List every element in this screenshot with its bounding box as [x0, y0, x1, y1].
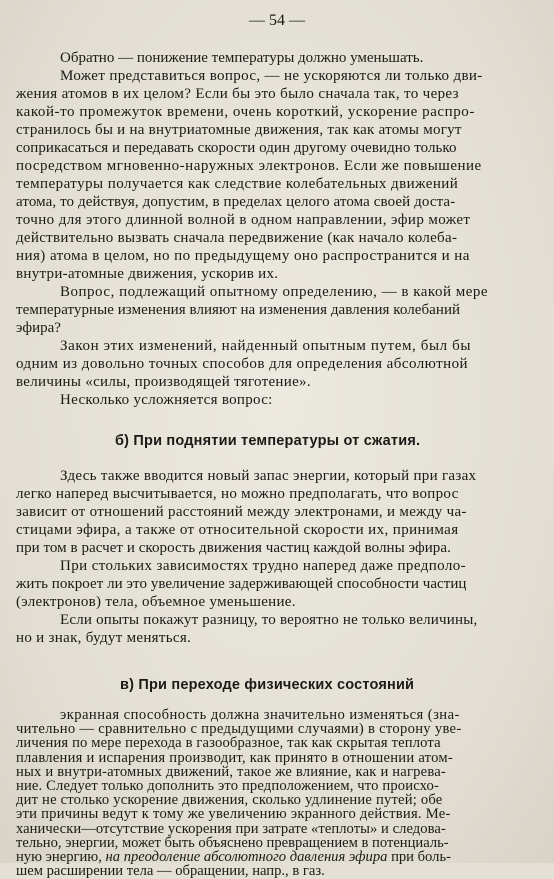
text-line: Может представиться вопрос, — не ускоряются ли только дви- — [60, 68, 483, 84]
text-line: точно для этого длинной волной в одном направлении, эфир может — [16, 212, 471, 228]
text-line: ханически—отсутствие ускорения при затрате «теплоты» и следова- — [16, 820, 446, 837]
text-line: ния) атома в целом, но по предыдущему оно распространится и на — [16, 248, 470, 264]
italic-phrase: на преодоление абсолютного давления эфира — [105, 849, 388, 865]
section-heading-b: б) При поднятии температуры от сжатия. — [115, 433, 421, 449]
text-line: эфира? — [16, 320, 61, 336]
text-line: соприкасаться и передавать скорости один другому очевидно только — [16, 140, 457, 156]
text-line: экранная способность должна значительно изменяться (зна- — [60, 707, 460, 723]
section-heading-v: в) При переходе физических состояний — [120, 677, 415, 693]
text-line: шем расширении тела — обращении, напр., в газ. — [16, 863, 325, 879]
text-line: какой-то промежуток времени, очень короткий, ускорение распро- — [16, 104, 475, 120]
text-line: тельно, энергии, может быть объяснено превращением в потенциаль- — [16, 834, 449, 851]
text-span: ную энергию, — [16, 849, 106, 865]
text-line: чительно — сравнительно с предыдущими случаями) в сторону уве- — [16, 721, 462, 738]
text-line: странилось бы и на внутриатомные движения, так как атомы могут — [16, 122, 462, 138]
text-line: но и знак, будут меняться. — [16, 630, 192, 646]
page-number: — 54 — — [249, 12, 305, 29]
text-line: Если опыты покажут разницу, то вероятно не только величины, — [60, 612, 478, 628]
text-line: ных и внутри-атомных движений, такое же влияние, как и нагрева- — [16, 763, 446, 780]
text-line: Обратно — понижение температуры должно уменьшать. — [60, 50, 424, 66]
text-line: действительно вызвать сначала передвижение (как начало колеба- — [16, 230, 458, 246]
text-line: ние. Следует только дополнить это предположением, что происхо- — [16, 778, 439, 794]
text-line-mixed — [16, 850, 554, 864]
text-line: Несколько усложняется вопрос: — [60, 392, 273, 408]
text-line: температурные изменения влияют на изменения давления колебаний — [16, 302, 461, 318]
text-line: легко наперед высчитывается, но можно предполагать, что вопрос — [16, 486, 459, 502]
text-line: плавления и испарения производит, как принято в отношении атом- — [16, 749, 453, 766]
text-line: личения по мере перехода в газообразное, так как скрытая теплота — [16, 735, 441, 752]
text-line: одним из довольно точных способов для определения абсолютной — [16, 356, 469, 372]
text-line: При стольких зависимостях трудно наперед даже предполо- — [60, 558, 467, 574]
text-line: (электронов) тела, объемное уменьшение. — [16, 594, 296, 610]
text-line: Здесь также вводится новый запас энергии, который при газах — [60, 468, 477, 484]
text-line: температуры получается как следствие колебательных движений — [16, 176, 459, 192]
text-line: атома, то действуя, допустим, в пределах целого атома своей доста- — [16, 194, 456, 210]
text-line: жить покроет ли это увеличение задерживающей способности частиц — [16, 576, 467, 592]
text-line: Вопрос, подлежащий опытному определению, — в какой мере — [60, 284, 489, 300]
text-line: Закон этих изменений, найденный опытным путем, был бы — [60, 338, 472, 354]
text-line: внутри-атомные движения, ускорив их. — [16, 266, 279, 282]
text-line: посредством мгновенно-наружных электронов. Если же повышение — [16, 158, 482, 174]
text-span: при боль- — [387, 849, 451, 865]
text-line: эти причины ведут к тому же увеличению экранного действия. Ме- — [16, 806, 451, 823]
text-line: стицами эфира, а также от относительной скорости их, принимая — [16, 522, 459, 538]
text-line: величины «силы, производящей тяготение». — [16, 374, 311, 390]
text-line: зависит от отношений расстояний между электронами, и между ча- — [16, 504, 467, 520]
text-line: жения атомов в их целом? Если бы это было сначала так, то через — [16, 86, 459, 102]
text-line: дит не столько ускорение движения, сколько удлинение путей; обе — [16, 792, 443, 809]
text-line: при том в расчет и скорость движения частиц каждой волны эфира. — [16, 540, 451, 556]
